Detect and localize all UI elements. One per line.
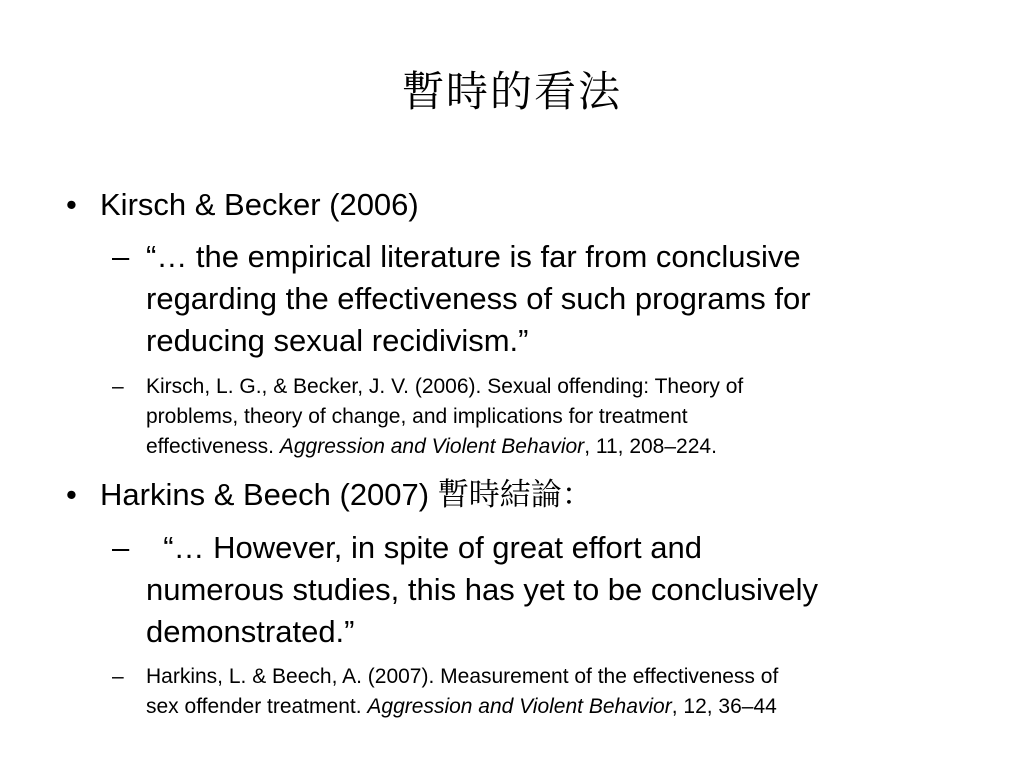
citation-text (146, 372, 936, 462)
quote-line: reducing sexual recidivism.” (146, 323, 529, 358)
quote-line: “… However, in spite of great effort and (146, 530, 702, 565)
journal-name: Aggression and Violent Behavior (279, 435, 585, 458)
citation-text-segment: sex offender treatment. (146, 695, 368, 718)
dash-icon: – (112, 375, 124, 398)
dash-icon: – (112, 530, 130, 565)
citation-line: Harkins, L. & Beech, A. (2007). Measurement of the effectiveness of (146, 665, 779, 688)
citation-line (146, 432, 936, 462)
citation-text (146, 662, 936, 722)
citation-line (146, 692, 936, 722)
quote-text (146, 527, 946, 653)
quote-line: demonstrated.” (146, 614, 355, 649)
bullet-icon: • (66, 187, 77, 222)
slide-title: 暫時的看法 (401, 67, 622, 116)
citation-text-segment: , 11, 208–224. (584, 435, 717, 458)
quote-text (146, 236, 946, 362)
bullet-icon: • (66, 477, 77, 512)
bullet-text-latin: Harkins & Beech (2007) (100, 477, 438, 512)
citation-text-segment: effectiveness. (146, 435, 280, 458)
journal-name: Aggression and Violent Behavior (367, 695, 672, 718)
bullet-text (100, 474, 593, 516)
bullet-text-cjk: 暫時結論： (437, 477, 593, 513)
citation-text-segment: , 12, 36–44 (671, 695, 777, 718)
quote-line: regarding the effectiveness of such programs for (146, 281, 811, 316)
quote-line: numerous studies, this has yet to be conclusively (146, 572, 819, 607)
bullet-text: Kirsch & Becker (2006) (100, 187, 419, 222)
quote-line: “… the empirical literature is far from conclusive (146, 239, 801, 274)
citation-line: Kirsch, L. G., & Becker, J. V. (2006). Sexual offending: Theory of (146, 375, 744, 398)
dash-icon: – (112, 665, 124, 688)
citation-line: problems, theory of change, and implications for treatment (146, 405, 688, 428)
dash-icon: – (112, 239, 130, 274)
